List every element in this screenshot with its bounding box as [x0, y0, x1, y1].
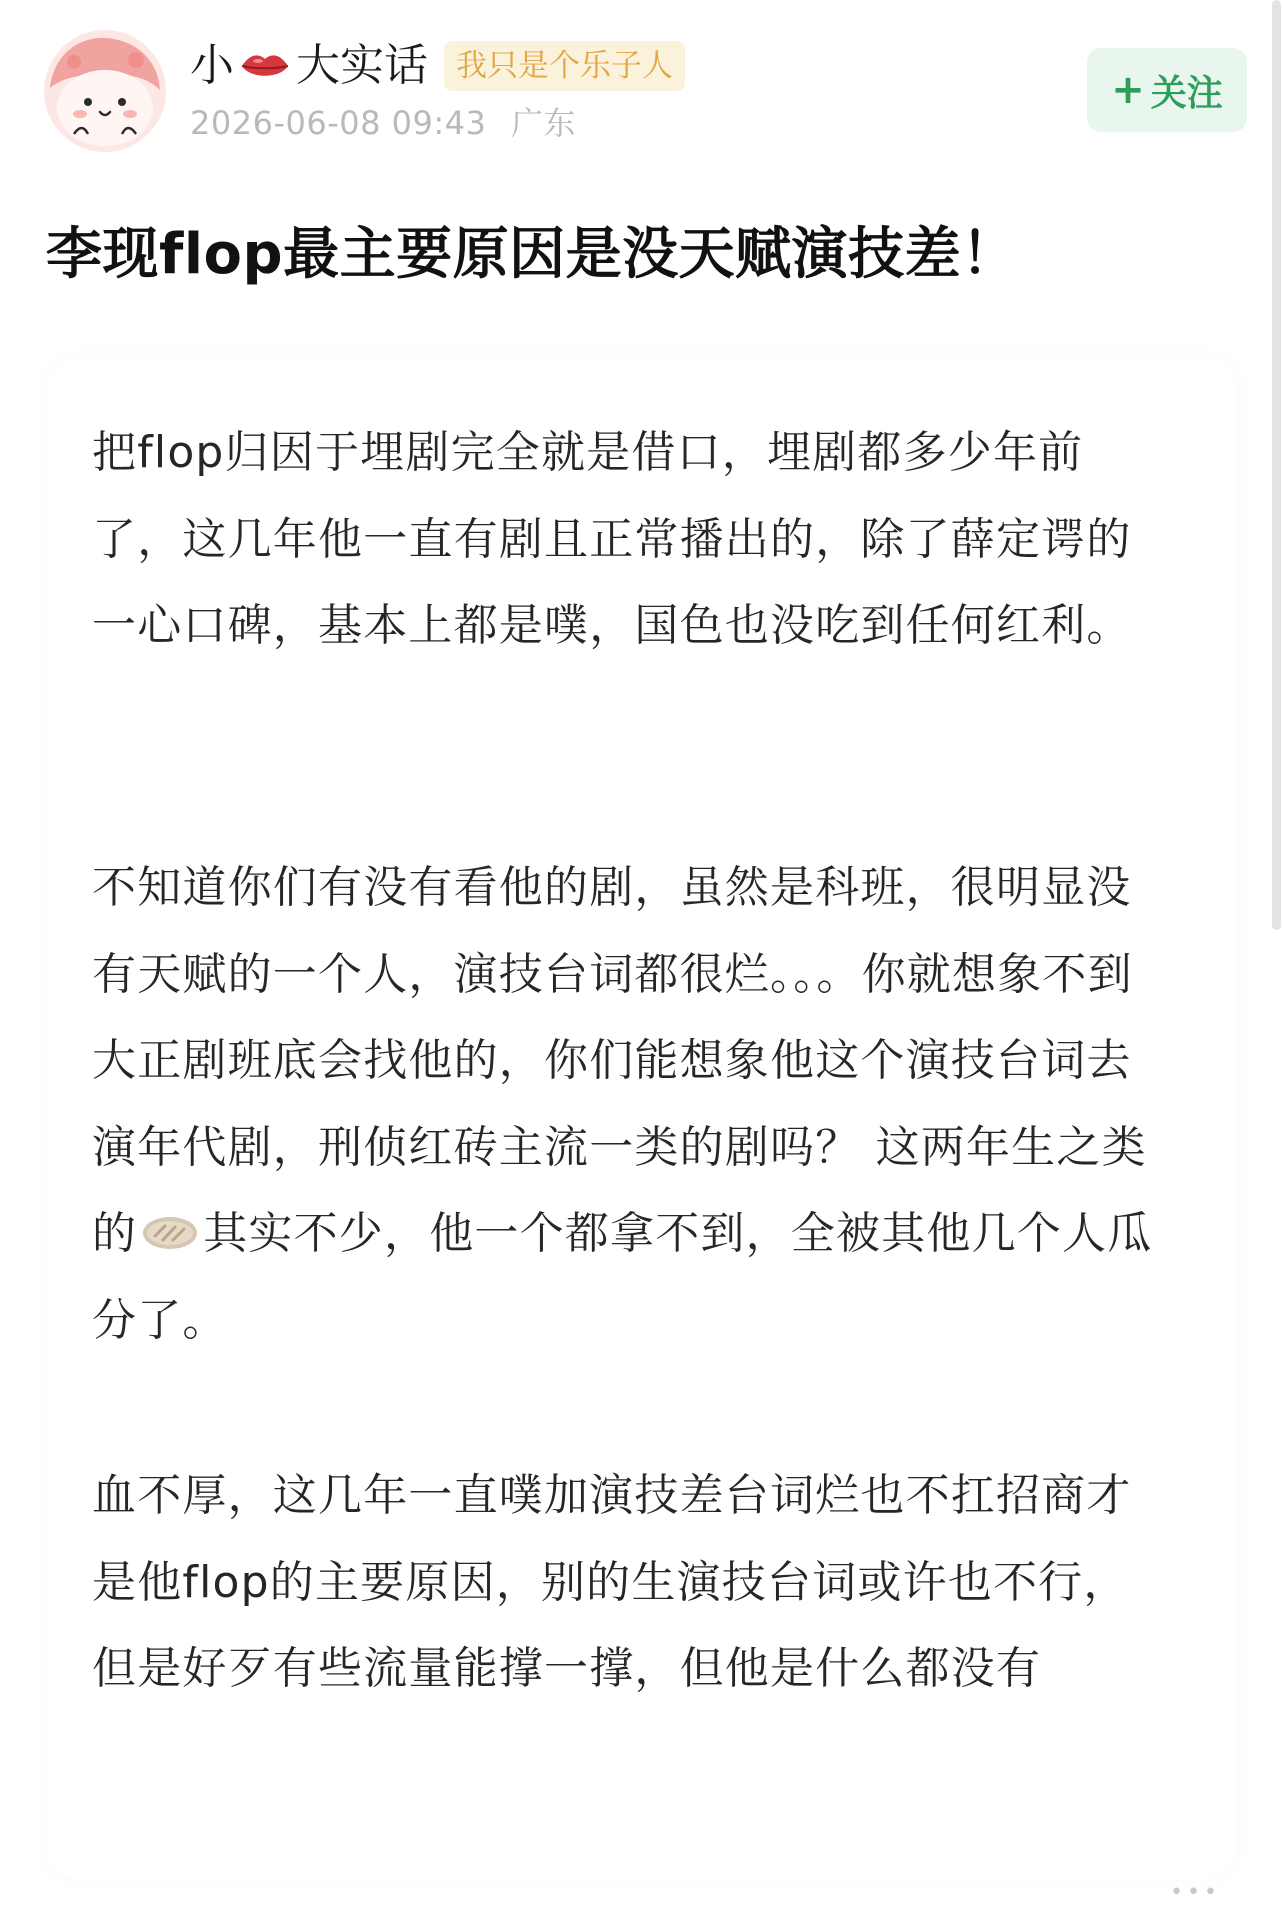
plus-icon: +: [1111, 67, 1145, 113]
follow-label: 关注: [1150, 72, 1223, 114]
post-paragraph-3: 血不厚，这几年一直噗加演技差台词烂也不扛招商才是他flop的主要原因，别的生演技台词或许也不行，但是好歹有些流量能撑一撑，但他是什么都没有: [92, 1470, 1132, 1694]
follow-button[interactable]: [1087, 48, 1247, 132]
post-paragraph-2-part1: 不知道你们有没有看他的剧，虽然是科班，很明显没有天赋的一个人，演技台词都很烂。。。你就想象不到大正剧班底会找他的，你们能想象他这个演技台词去演年代剧，刑侦红砖主流一类的剧吗？ 这两年生之类的: [92, 862, 1147, 1259]
post-paragraph-1: 把flop归因于埋剧完全就是借口，埋剧都多少年前了，这几年他一直有剧且正常播出的，除了薛定谔的一心口碑，基本上都是噗，国色也没吃到任何红利。: [92, 427, 1132, 651]
post-location: 广东: [511, 104, 577, 142]
cartoon-avatar-icon: [44, 30, 166, 152]
post-title: 李现flop最主要原因是没天赋演技差！: [46, 222, 1018, 287]
post-paragraph-2: [92, 845, 1172, 1364]
avatar[interactable]: [44, 30, 166, 152]
author-tag: 我只是个乐子人: [444, 41, 685, 91]
author-name-prefix: 小: [190, 40, 234, 91]
author-name-suffix: 大实话: [296, 40, 428, 91]
bread-icon: [141, 1214, 199, 1252]
scrollbar[interactable]: [1272, 0, 1281, 930]
more-dots-icon: •••: [1170, 1880, 1221, 1905]
post-meta: [190, 98, 576, 144]
post-paragraph-2-part2: 其实不少，他一个都拿不到，全被其他几个人瓜分了。: [92, 1208, 1153, 1346]
lips-icon: [240, 49, 290, 83]
author-name[interactable]: [190, 36, 428, 96]
post-timestamp: 2026-06-08 09:43: [190, 104, 487, 142]
author-line: [190, 36, 685, 96]
